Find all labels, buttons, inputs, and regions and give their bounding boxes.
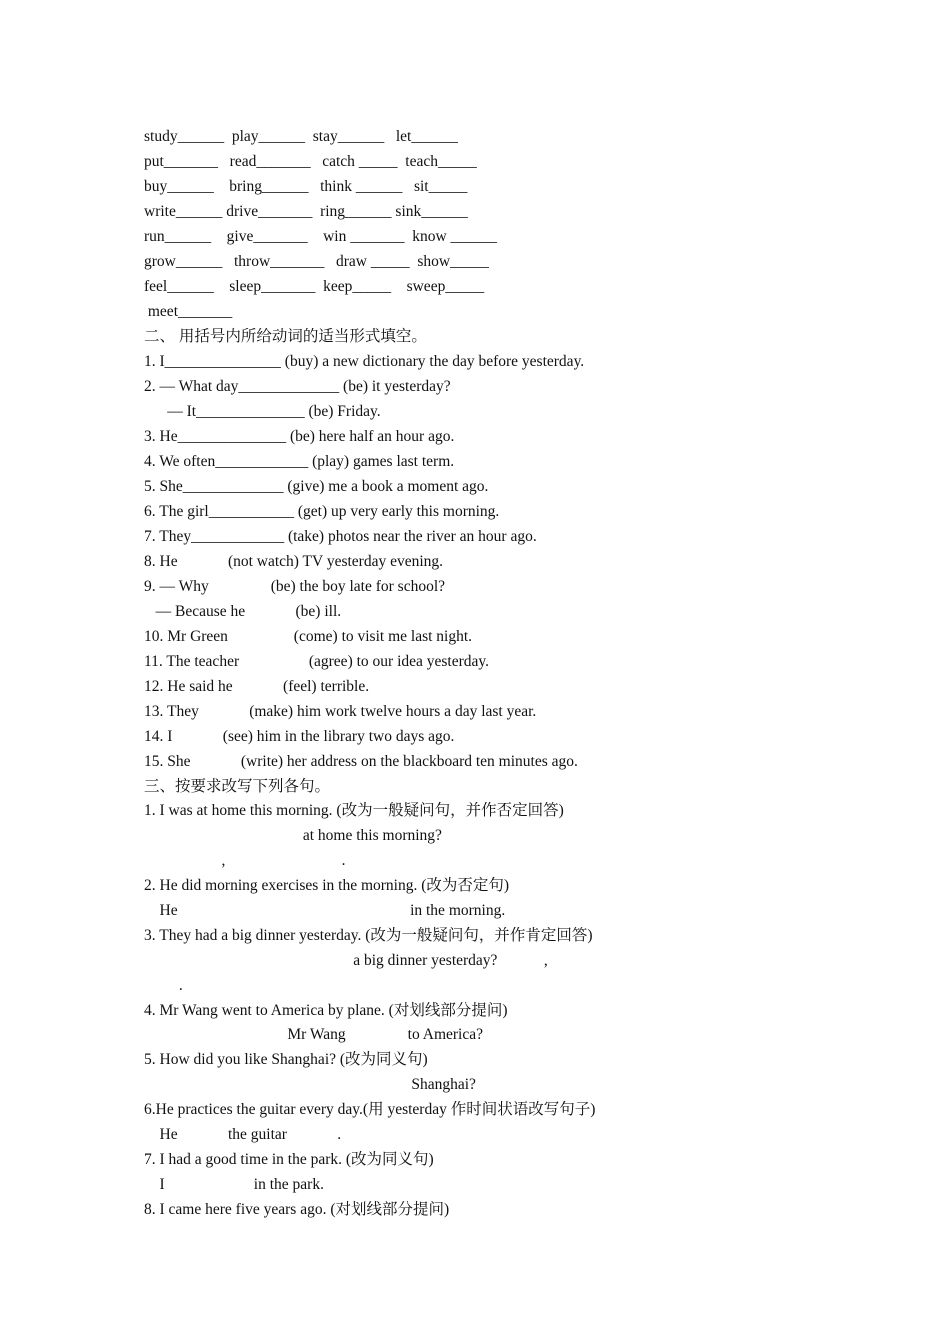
rewrite-line: Shanghai? bbox=[144, 1076, 476, 1093]
exercise-item: — It______________ (be) Friday. bbox=[144, 403, 381, 420]
verb-row: feel______ sleep_______ keep_____ sweep_____ bbox=[144, 278, 485, 295]
exercise-item: 3. He______________ (be) here half an hour ago. bbox=[144, 428, 455, 445]
exercise-item: 2. — What day_____________ (be) it yesterday? bbox=[144, 378, 451, 395]
rewrite-line: 5. How did you like Shanghai? (改为同义句) bbox=[144, 1051, 428, 1068]
exercise-item: — Because he (be) ill. bbox=[144, 603, 342, 620]
verb-row: study______ play______ stay______ let______ bbox=[144, 128, 458, 145]
exercise-item: 14. I (see) him in the library two days ago. bbox=[144, 728, 455, 745]
rewrite-line: He in the morning. bbox=[144, 902, 506, 919]
verb-row: buy______ bring______ think ______ sit_____ bbox=[144, 178, 468, 195]
exercise-item: 1. I_______________ (buy) a new dictionary the day before yesterday. bbox=[144, 353, 585, 370]
rewrite-line: , . bbox=[144, 852, 346, 869]
verb-row: write______ drive_______ ring______ sink______ bbox=[144, 203, 468, 220]
rewrite-line: 7. I had a good time in the park. (改为同义句) bbox=[144, 1151, 434, 1168]
exercise-item: 5. She_____________ (give) me a book a moment ago. bbox=[144, 478, 489, 495]
section-2-heading: 二、 用括号内所给动词的适当形式填空。 bbox=[144, 328, 427, 345]
verb-row: put_______ read_______ catch _____ teach_____ bbox=[144, 153, 477, 170]
rewrite-line: a big dinner yesterday? , bbox=[144, 952, 548, 969]
rewrite-line: 1. I was at home this morning. (改为一般疑问句，并作否定回答) bbox=[144, 802, 564, 819]
rewrite-line: at home this morning? bbox=[144, 827, 442, 844]
exercise-item: 7. They____________ (take) photos near the river an hour ago. bbox=[144, 528, 537, 545]
exercise-item: 13. They (make) him work twelve hours a day last year. bbox=[144, 703, 537, 720]
exercise-item: 9. — Why (be) the boy late for school? bbox=[144, 578, 446, 595]
exercise-item: 8. He (not watch) TV yesterday evening. bbox=[144, 553, 444, 570]
verb-row: grow______ throw_______ draw _____ show_____ bbox=[144, 253, 489, 270]
rewrite-line: Mr Wang to America? bbox=[144, 1026, 483, 1043]
rewrite-line: 6.He practices the guitar every day.(用 yesterday 作时间状语改写句子) bbox=[144, 1101, 596, 1118]
verb-row: run______ give_______ win _______ know ______ bbox=[144, 228, 498, 245]
section-3-heading: 三、按要求改写下列各句。 bbox=[144, 778, 331, 795]
rewrite-line: 3. They had a big dinner yesterday. (改为一般疑问句，并作肯定回答) bbox=[144, 927, 593, 944]
rewrite-line: 8. I came here five years ago. (对划线部分提问) bbox=[144, 1201, 450, 1218]
rewrite-line: 4. Mr Wang went to America by plane. (对划线部分提问) bbox=[144, 1002, 508, 1019]
rewrite-line: . bbox=[144, 977, 183, 994]
exercise-item: 11. The teacher (agree) to our idea yesterday. bbox=[144, 653, 490, 670]
exercise-item: 4. We often____________ (play) games last term. bbox=[144, 453, 455, 470]
exercise-item: 12. He said he (feel) terrible. bbox=[144, 678, 370, 695]
exercise-item: 10. Mr Green (come) to visit me last night. bbox=[144, 628, 473, 645]
rewrite-line: He the guitar . bbox=[144, 1126, 342, 1143]
exercise-item: 6. The girl___________ (get) up very early this morning. bbox=[144, 503, 500, 520]
exercise-item: 15. She (write) her address on the blackboard ten minutes ago. bbox=[144, 753, 578, 770]
rewrite-line: 2. He did morning exercises in the morning. (改为否定句) bbox=[144, 877, 510, 894]
rewrite-line: I in the park. bbox=[144, 1176, 324, 1193]
verb-row: meet_______ bbox=[144, 303, 233, 320]
